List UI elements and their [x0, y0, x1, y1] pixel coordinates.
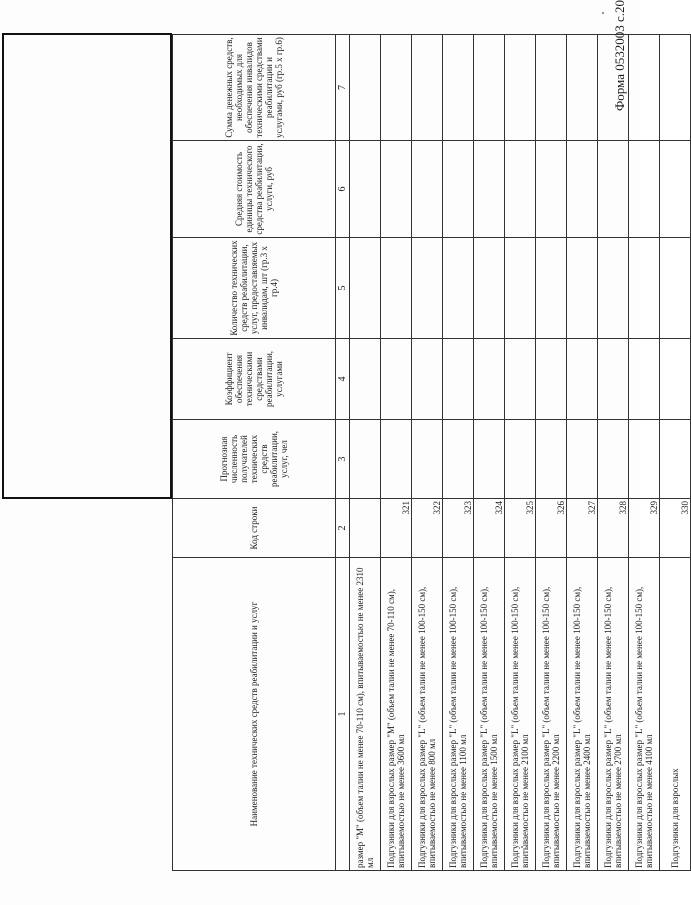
cell-empty — [629, 238, 660, 339]
cell-empty — [412, 238, 443, 339]
cell-empty — [567, 339, 598, 420]
row-code: 323 — [443, 499, 474, 558]
table-row — [660, 35, 691, 871]
cell-empty — [567, 420, 598, 499]
cell-empty — [598, 420, 629, 499]
table-row — [505, 35, 536, 871]
cell-empty — [536, 35, 567, 141]
table-row — [536, 35, 567, 871]
table-row — [350, 35, 381, 871]
cell-empty — [350, 339, 381, 420]
cell-empty — [350, 238, 381, 339]
header-coefficient: Коэффициент обеспечения техническими средствами реабилитации, услугами — [173, 339, 336, 420]
cell-empty — [474, 420, 505, 499]
header-sum: Сумма денежных средств, необходимых для обеспечения инвалидов техническими средствами реабилитации и услугами, руб (гр.5 х гр.6) — [173, 35, 336, 141]
header-quantity: Количество технических средств реабилитации, услуг, предоставляемых инвалидам, шт (гр.3 х гр.4) — [173, 238, 336, 339]
tsr-table — [172, 34, 691, 871]
cell-empty — [505, 339, 536, 420]
row-code: 324 — [474, 499, 505, 558]
row-code: 329 — [629, 499, 660, 558]
column-number: 1 — [336, 558, 350, 871]
cell-empty — [443, 339, 474, 420]
cell-empty — [412, 420, 443, 499]
cell-empty — [660, 238, 691, 339]
row-code: 321 — [381, 499, 412, 558]
table-row — [443, 35, 474, 871]
row-code — [350, 499, 381, 558]
row-name: Подгузники для взрослых — [660, 558, 691, 871]
cell-empty — [660, 420, 691, 499]
cell-empty — [505, 35, 536, 141]
data-area-outline — [2, 33, 172, 499]
cell-empty — [381, 35, 412, 141]
header-avg-cost: Средняя стоимость единицы технического средства реабилитации, услуги, руб — [173, 141, 336, 238]
column-number-row — [336, 35, 350, 871]
cell-empty — [381, 339, 412, 420]
cell-empty — [443, 141, 474, 238]
header-name: Наименование технических средств реабилитации и услуг — [173, 558, 336, 871]
table-row — [567, 35, 598, 871]
cell-empty — [505, 238, 536, 339]
column-number: 6 — [336, 141, 350, 238]
cell-empty — [660, 339, 691, 420]
row-name: Подгузники для взрослых размер "L" (объем талии не менее 100-150 см), впитываемостью не менее 800 мл — [412, 558, 443, 871]
cell-empty — [598, 339, 629, 420]
row-name: Подгузники для взрослых размер "L" (объем талии не менее 100-150 см), впитываемостью не менее 1500 мл — [474, 558, 505, 871]
cell-empty — [350, 420, 381, 499]
cell-empty — [536, 420, 567, 499]
header-code: Код строки — [173, 499, 336, 558]
cell-empty — [660, 35, 691, 141]
row-name: Подгузники для взрослых размер "L" (объем талии не менее 100-150 см), впитываемостью не менее 2200 мл — [536, 558, 567, 871]
cell-empty — [474, 339, 505, 420]
row-code: 327 — [567, 499, 598, 558]
cell-empty — [598, 35, 629, 141]
cell-empty — [629, 420, 660, 499]
cell-empty — [598, 141, 629, 238]
cell-empty — [567, 35, 598, 141]
row-name: Подгузники для взрослых размер "М" (объем талии не менее 70-110 см), впитываемостью не менее 3600 мл — [381, 558, 412, 871]
cell-empty — [381, 238, 412, 339]
cell-empty — [350, 141, 381, 238]
column-number: 7 — [336, 35, 350, 141]
column-number: 3 — [336, 420, 350, 499]
table-row — [598, 35, 629, 871]
cell-empty — [567, 238, 598, 339]
cell-empty — [350, 35, 381, 141]
cell-empty — [536, 141, 567, 238]
row-name: Подгузники для взрослых размер "L" (объем талии не менее 100-150 см), впитываемостью не менее 2700 мл — [598, 558, 629, 871]
cell-empty — [660, 141, 691, 238]
cell-empty — [443, 420, 474, 499]
cell-empty — [381, 420, 412, 499]
column-number: 5 — [336, 238, 350, 339]
cell-empty — [629, 141, 660, 238]
row-code: 326 — [536, 499, 567, 558]
form-number: Форма 0532003 с.20 — [612, 0, 627, 112]
row-code: 328 — [598, 499, 629, 558]
row-name: Подгузники для взрослых размер "L" (объем талии не менее 100-150 см), впитываемостью не менее 2100 мл — [505, 558, 536, 871]
cell-empty — [567, 141, 598, 238]
cell-empty — [474, 35, 505, 141]
cell-empty — [536, 339, 567, 420]
cell-empty — [474, 238, 505, 339]
table-row — [629, 35, 660, 871]
column-number: 2 — [336, 499, 350, 558]
row-code: 325 — [505, 499, 536, 558]
cell-empty — [505, 141, 536, 238]
cell-empty — [536, 238, 567, 339]
cell-empty — [412, 35, 443, 141]
header-count: Прогнозная численность получателей технических средств реабилитации, услуг, чел — [173, 420, 336, 499]
cell-empty — [505, 420, 536, 499]
cell-empty — [381, 141, 412, 238]
row-name: Подгузники для взрослых размер "L" (объем талии не менее 100-150 см), впитываемостью не менее 1100 мл — [443, 558, 474, 871]
cell-empty — [629, 339, 660, 420]
row-name: размер "М" (объем талии не менее 70-110 см), впитываемостью не менее 2310 мл — [350, 558, 381, 871]
row-code: 330 — [660, 499, 691, 558]
row-name: Подгузники для взрослых размер "L" (объем талии не менее 100-150 см), впитываемостью не менее 4100 мл — [629, 558, 660, 871]
header-row — [173, 35, 336, 871]
table-row — [381, 35, 412, 871]
cell-empty — [443, 238, 474, 339]
cell-empty — [629, 35, 660, 141]
cell-empty — [412, 141, 443, 238]
cell-empty — [598, 238, 629, 339]
column-number: 4 — [336, 339, 350, 420]
row-code: 322 — [412, 499, 443, 558]
cell-empty — [443, 35, 474, 141]
table-row — [412, 35, 443, 871]
cell-empty — [412, 339, 443, 420]
row-name: Подгузники для взрослых размер "L" (объем талии не менее 100-150 см), впитываемостью не менее 2400 мл — [567, 558, 598, 871]
table-row — [474, 35, 505, 871]
cell-empty — [474, 141, 505, 238]
